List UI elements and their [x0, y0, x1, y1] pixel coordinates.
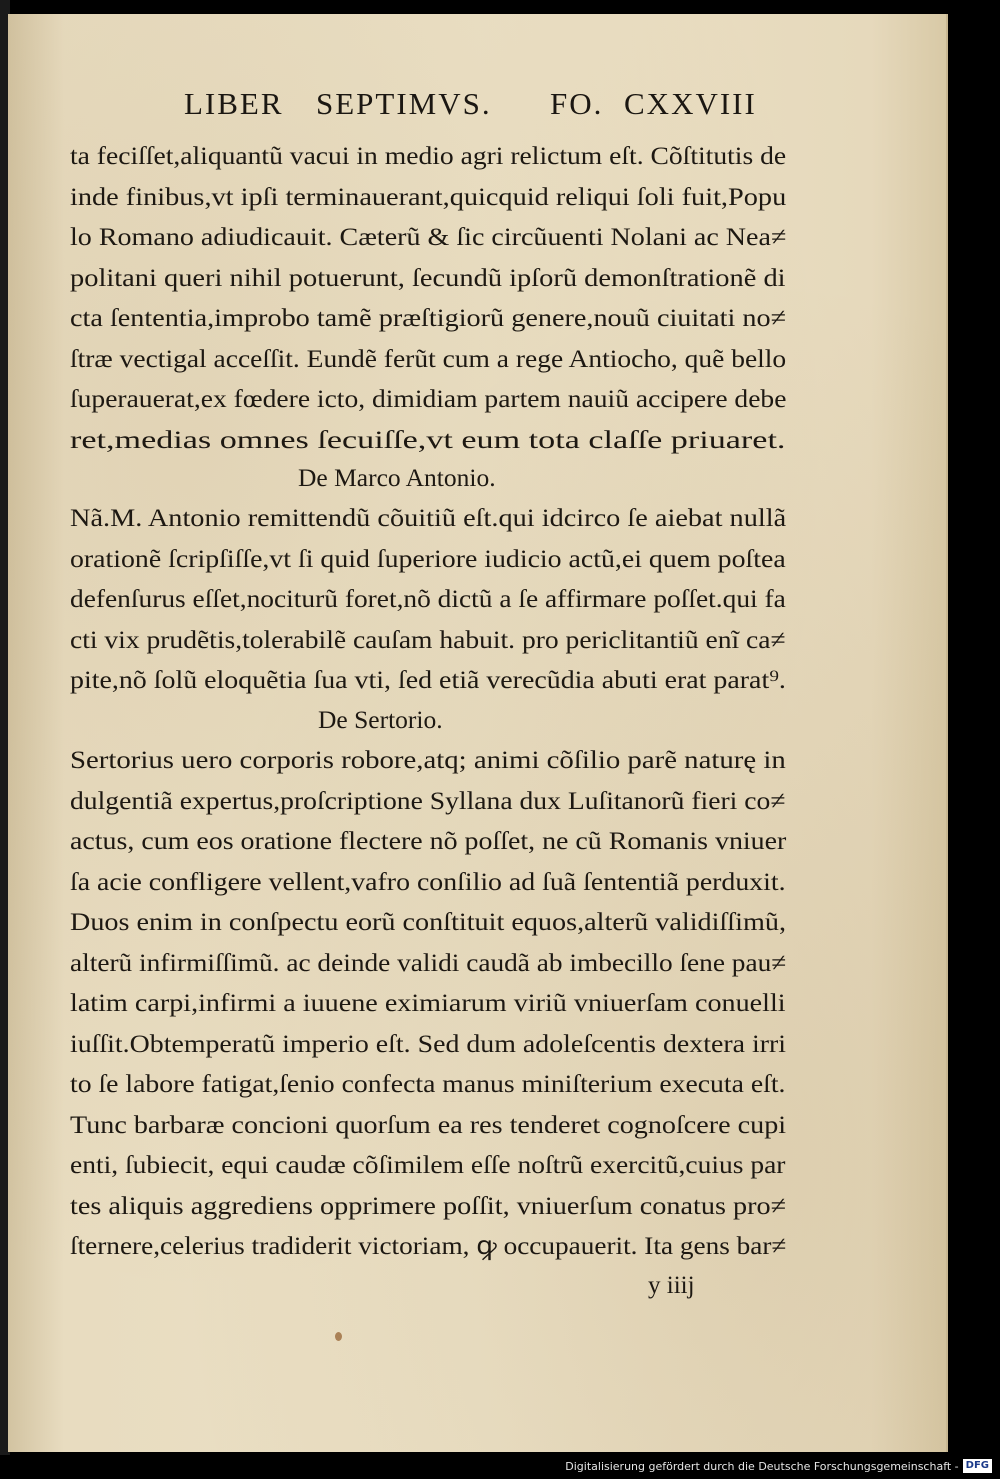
text-line: ſtræ vectigal acceſſit. Eundẽ ferũt cum a rege Antiocho, quẽ bello — [70, 343, 787, 373]
credit-text: Digitalisierung gefördert durch die Deutsche Forschungsgemeinschaft - — [565, 1459, 959, 1473]
text-line: enti, ſubiecit, equi caudæ cõſimilem eſſe noſtrũ exercitũ,cuius par — [70, 1150, 786, 1179]
text-line: inde finibus,vt ipſi terminauerant,quicquid reliqui ſoli fuit,Popu — [70, 181, 787, 211]
text-line: lo Romano adiudicauit. Cæterũ & ſic circũuenti Nolani ac Nea≠ — [70, 222, 787, 251]
text-line: ta feciſſet,aliquantũ vacui in medio agri relictum eſt. Cõſtitutis de — [70, 141, 787, 170]
text-line: alterũ infirmiſſimũ. ac deinde validi caudã ab imbecillo ſene pau≠ — [70, 947, 787, 977]
text-line: latim carpi,infirmi a iuuene eximiarum viriũ vniuerſam conuelli — [70, 988, 786, 1017]
text-line: Duos enim in conſpectu eorũ conſtituit equos,alterũ validiſſimũ, — [70, 907, 786, 936]
digitization-credit — [565, 1457, 992, 1475]
text-line: ret,medias omnes ſecuiſſe,vt eum tota claſſe priuaret. — [70, 424, 786, 454]
text-line: ſuperauerat,ex fœdere icto, dimidiam partem nauiũ accipere debe — [70, 384, 787, 413]
text-line: cta ſententia,improbo tamẽ præſtigiorũ genere,nouũ ciuitati no≠ — [70, 303, 787, 332]
section-heading-sertorio: De Sertorio. — [318, 705, 443, 734]
text-line: orationẽ ſcripſiſſe,vt ſi quid ſuperiore iudicio actũ,ei quem poſtea — [70, 543, 786, 573]
text-line: iuſſit.Obtemperatũ imperio eſt. Sed dum adoleſcentis dextera irri — [70, 1028, 787, 1058]
text-line: pite,nõ ſolũ eloquẽtia ſua vti, ſed etiã verecũdia abuti erat parat⁹. — [70, 665, 786, 694]
text-line: actus, cum eos oratione flectere nõ poſſet, ne cũ Romanis vniuer — [70, 826, 787, 855]
text-line: dulgentiã expertus,proſcriptione Syllana dux Luſitanorũ fieri co≠ — [70, 785, 786, 815]
text-line: defenſurus eſſet,nociturũ foret,nõ dictũ a ſe affirmare poſſet.qui fa — [70, 584, 786, 613]
ink-spot — [335, 1332, 342, 1341]
text-line: Sertorius uero corporis robore,atq; animi cõſilio parẽ naturę in — [70, 745, 786, 774]
text-line: ſternere,celerius tradiderit victoriam, ꝙ occupauerit. Ita gens bar≠ — [70, 1231, 787, 1260]
text-line: politani queri nihil potuerunt, ſecundũ ipſorũ demonſtrationẽ di — [70, 262, 786, 292]
text-line: Nã.M. Antonio remittendũ cõuitiũ eſt.qui idcirco ſe aiebat nullã — [70, 503, 787, 532]
text-line: Tunc barbaræ concioni quorſum ea res tenderet cognoſcere cupi — [70, 1109, 787, 1139]
section-heading-marco-antonio: De Marco Antonio. — [298, 463, 496, 492]
text-line: ſa acie confligere vellent,vafro conſilio ad ſuã ſententiã perduxit. — [70, 866, 786, 896]
header-folio-label: FO. — [550, 86, 604, 121]
page-content — [8, 14, 946, 1452]
book-page — [8, 14, 948, 1452]
signature-mark: y iiij — [648, 1272, 695, 1299]
text-line: tes aliquis aggrediens opprimere poſſit, vniuerſum conatus pro≠ — [70, 1190, 787, 1220]
text-line: cti vix prudẽtis,tolerabilẽ cauſam habuit. pro periclitantiũ enĩ ca≠ — [70, 624, 786, 654]
header-book: LIBER — [184, 86, 284, 121]
running-header — [184, 86, 764, 126]
text-line: to ſe labore fatigat,ſenio confecta manus miniſterium executa eſt. — [70, 1069, 786, 1098]
header-book-number: SEPTIMVS. — [316, 86, 492, 121]
dfg-logo: DFG — [963, 1459, 992, 1473]
header-folio-number: CXXVIII — [624, 86, 757, 121]
